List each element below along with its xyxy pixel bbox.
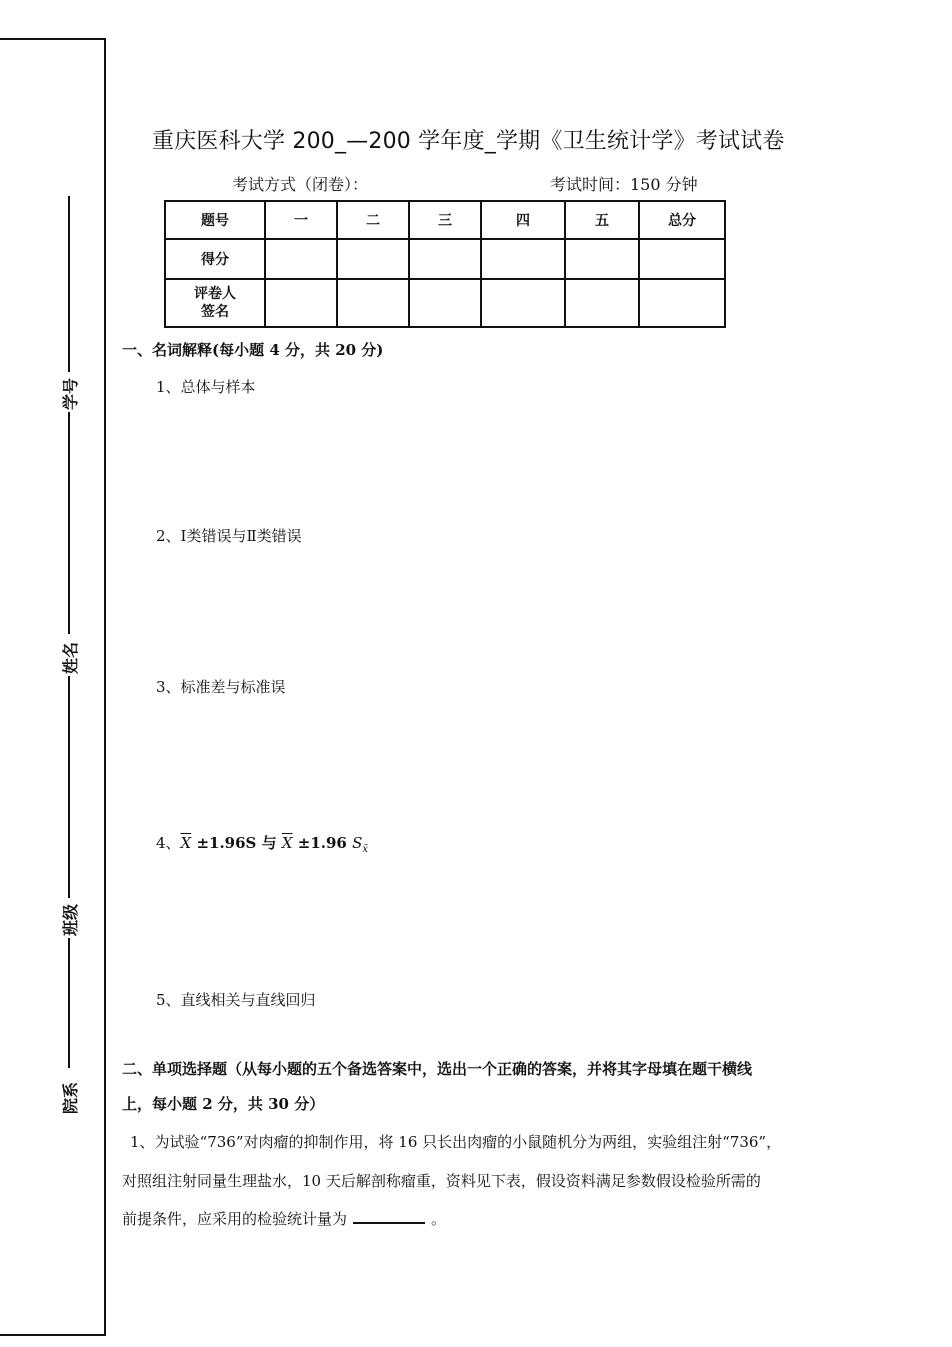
q2-1-line2: 对照组注射同量生理盐水，10 天后解剖称瘤重，资料见下表，假设资料满足参数假设检验所需的 (122, 1172, 761, 1190)
table-header-cell: 四 (481, 201, 565, 239)
table-header-cell: 五 (565, 201, 639, 239)
binding-line-2 (68, 412, 70, 634)
grader-cell[interactable] (481, 279, 565, 327)
score-row (165, 239, 725, 279)
table-header-cell: 三 (409, 201, 481, 239)
department-label: 院系 (61, 1082, 80, 1115)
q4-mid1: ±1.96S 与 (191, 834, 282, 852)
question-1-2: 2、Ⅰ类错误与Ⅱ类错误 (156, 527, 302, 545)
score-cell[interactable] (337, 239, 409, 279)
q4-prefix: 4、 (156, 834, 181, 852)
score-cell[interactable] (481, 239, 565, 279)
table-header-cell: 一 (265, 201, 337, 239)
q4-mid2: ±1.96 (292, 834, 353, 852)
exam-time: 考试时间：150 分钟 (550, 175, 698, 194)
table-header-cell: 题号 (165, 201, 265, 239)
binding-line-1 (68, 196, 70, 372)
q2-1-line1: 1、为试验“736”对肉瘤的抑制作用，将 16 只长出肉瘤的小鼠随机分为两组，实验组注射“736”， (130, 1133, 782, 1151)
binding-margin (0, 38, 106, 1336)
x-bar-1: $\overline{X}$ (180, 834, 192, 852)
student-id-label: 学号 (61, 378, 80, 411)
section1-heading: 一、名词解释(每小题 4 分，共 20 分) (122, 341, 384, 359)
grader-label-line1: 评卷人 (194, 286, 236, 302)
answer-blank[interactable] (353, 1208, 425, 1224)
q2-1-end: 。 (431, 1210, 447, 1228)
score-row-label: 得分 (165, 239, 265, 279)
score-cell[interactable] (265, 239, 337, 279)
exam-mode: 考试方式（闭卷）： (232, 175, 369, 194)
grader-row (165, 279, 725, 327)
grader-cell[interactable] (639, 279, 725, 327)
grader-cell[interactable] (409, 279, 481, 327)
name-label: 姓名 (61, 642, 80, 675)
binding-line-3 (68, 676, 70, 898)
q2-1-line3-text: 前提条件，应采用的检验统计量为 (122, 1210, 348, 1228)
s-symbol: S (352, 834, 363, 852)
score-cell[interactable] (565, 239, 639, 279)
grader-cell[interactable] (337, 279, 409, 327)
question-1-3: 3、标准差与标准误 (156, 678, 286, 696)
table-header-cell: 总分 (639, 201, 725, 239)
class-label: 班级 (61, 904, 80, 937)
s-subscript: x̄ (362, 844, 368, 855)
score-table-header-row (165, 201, 725, 239)
q2-1-line3 (122, 1208, 446, 1229)
grader-label-line2: 签名 (201, 304, 229, 320)
question-1-4 (156, 832, 368, 855)
score-table (164, 200, 726, 328)
section2-heading-line2: 上，每小题 2 分，共 30 分） (122, 1095, 325, 1113)
score-cell[interactable] (639, 239, 725, 279)
grader-row-label (165, 279, 265, 327)
grader-cell[interactable] (265, 279, 337, 327)
question-1-1: 1、总体与样本 (156, 378, 256, 396)
table-header-cell: 二 (337, 201, 409, 239)
section2-heading-line1: 二、单项选择题（从每小题的五个备选答案中，选出一个正确的答案，并将其字母填在题干横线 (122, 1060, 753, 1078)
grader-cell[interactable] (565, 279, 639, 327)
question-1-5: 5、直线相关与直线回归 (156, 991, 316, 1009)
exam-title: 重庆医科大学 200_—200 学年度_学期《卫生统计学》考试试卷 (152, 129, 785, 154)
x-bar-2: $\overline{X}$ (281, 834, 293, 852)
binding-line-4 (68, 938, 70, 1068)
score-cell[interactable] (409, 239, 481, 279)
